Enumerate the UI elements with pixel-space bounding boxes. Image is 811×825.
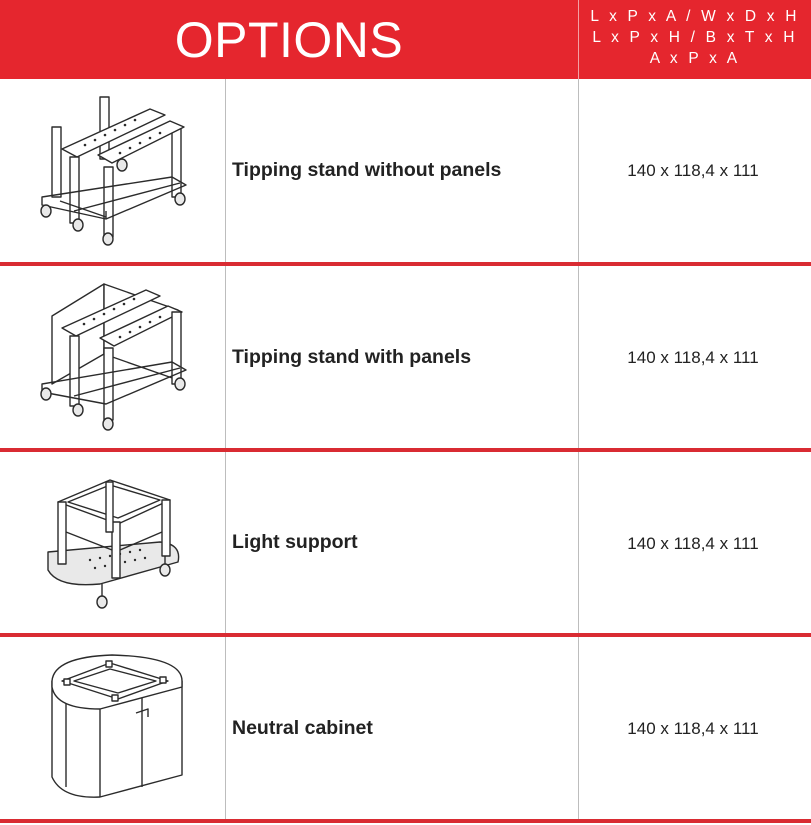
option-dimensions: 140 x 118,4 x 111 bbox=[627, 719, 759, 738]
table-row bbox=[0, 266, 811, 448]
table-header bbox=[0, 0, 811, 79]
light-support-illustration bbox=[0, 452, 225, 633]
table-row bbox=[0, 452, 811, 633]
row-divider bbox=[0, 819, 811, 823]
option-dimensions: 140 x 118,4 x 111 bbox=[627, 160, 759, 180]
neutral-cabinet-illustration bbox=[0, 637, 225, 820]
option-name: Light support bbox=[232, 531, 358, 553]
option-name: Tipping stand with panels bbox=[232, 345, 472, 368]
dimensions-header-line: L x P x H / B x T x H bbox=[592, 29, 798, 46]
option-name: Neutral cabinet bbox=[232, 717, 373, 739]
dimensions-header-line: A x P x A bbox=[649, 50, 741, 67]
dimensions-header-line: L x P x A / W x D x H bbox=[590, 8, 800, 25]
option-dimensions: 140 x 118,4 x 111 bbox=[627, 348, 759, 367]
tipping-stand-without-panels-illustration bbox=[0, 79, 225, 262]
dimensions-header bbox=[579, 6, 811, 76]
option-name: Tipping stand without panels bbox=[232, 159, 502, 181]
option-dimensions: 140 x 118,4 x 111 bbox=[627, 534, 759, 553]
tipping-stand-with-panels-illustration bbox=[0, 266, 225, 448]
table-row bbox=[0, 637, 811, 820]
options-title: OPTIONS bbox=[174, 11, 404, 68]
table-row bbox=[0, 79, 811, 262]
